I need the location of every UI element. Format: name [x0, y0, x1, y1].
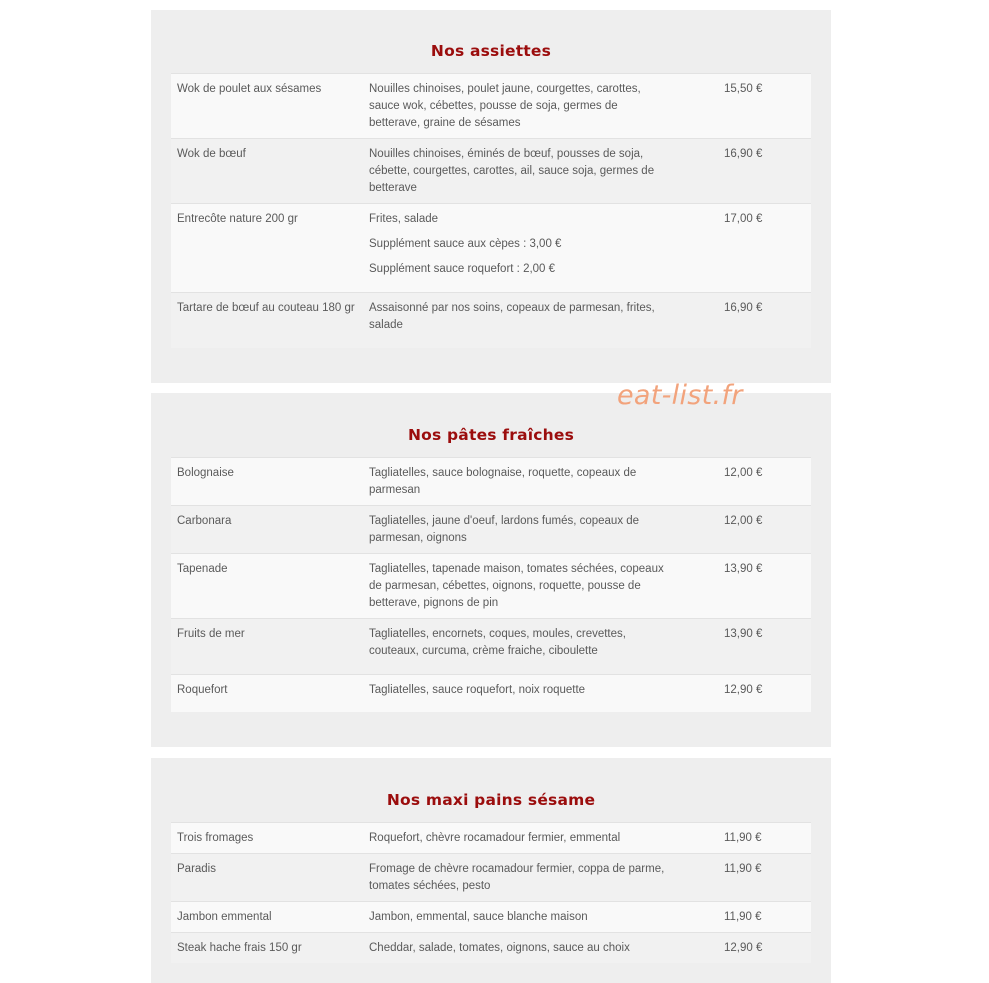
item-description: Tagliatelles, sauce roquefort, noix roquette: [369, 684, 586, 696]
item-price: 12,00 €: [724, 467, 763, 479]
section-title: Nos maxi pains sésame: [386, 791, 596, 809]
item-description: Tagliatelles, tapenade maison, tomates séchées, copeaux de parmesan, cébettes, oignons, roquette, pousse de betterave, pignons de pin: [369, 563, 664, 609]
menu-section-assiettes: [151, 10, 831, 383]
item-name: Entrecôte nature 200 gr: [177, 213, 298, 225]
menu-row: [171, 138, 811, 203]
item-name: Jambon emmental: [177, 911, 272, 923]
menu-row: [171, 674, 811, 712]
menu-row: [171, 618, 811, 674]
item-description: Fromage de chèvre rocamadour fermier, coppa de parme, tomates séchées, pesto: [369, 863, 665, 892]
item-description: Tagliatelles, encornets, coques, moules, crevettes, couteaux, curcuma, crème fraiche, ciboulette: [369, 628, 626, 657]
item-description: Assaisonné par nos soins, copeaux de parmesan, frites, salade: [369, 302, 655, 331]
item-description: Roquefort, chèvre rocamadour fermier, emmental: [369, 832, 621, 844]
section-title: Nos pâtes fraîches: [407, 426, 575, 444]
item-price: 16,90 €: [724, 148, 763, 160]
item-name: Wok de bœuf: [177, 148, 246, 160]
item-description: Nouilles chinoises, éminés de bœuf, pousses de soja, cébette, courgettes, carottes, ail, sauce soja, germes de betterave: [369, 148, 655, 194]
item-price: 15,50 €: [724, 83, 763, 95]
item-description: Tagliatelles, sauce bolognaise, roquette, copeaux de parmesan: [369, 467, 637, 496]
menu-row: [171, 822, 811, 853]
item-name: Carbonara: [177, 515, 232, 527]
item-price: 11,90 €: [724, 832, 762, 844]
item-price: 13,90 €: [724, 628, 763, 640]
item-price: 12,90 €: [724, 684, 763, 696]
menu-table: [171, 822, 811, 963]
item-name: Paradis: [177, 863, 216, 875]
menu-row: [171, 73, 811, 138]
item-name: Wok de poulet aux sésames: [177, 83, 322, 95]
item-price: 11,90 €: [724, 911, 762, 923]
menu-row: [171, 932, 811, 963]
menu-table: [171, 457, 811, 712]
menu-section-pains: [151, 758, 831, 983]
menu-row: [171, 292, 811, 348]
item-name: Tapenade: [177, 563, 228, 575]
menu-row: [171, 505, 811, 553]
menu-row: [171, 553, 811, 618]
item-name: Bolognaise: [177, 467, 234, 479]
item-price: 16,90 €: [724, 302, 763, 314]
menu-row: [171, 901, 811, 932]
item-price: 11,90 €: [724, 863, 762, 875]
menu-row: [171, 457, 811, 505]
menu-section-pates: [151, 393, 831, 747]
item-name: Fruits de mer: [177, 628, 245, 640]
item-price: 12,90 €: [724, 942, 763, 954]
item-description: Nouilles chinoises, poulet jaune, courgettes, carottes, sauce wok, cébettes, pousse de soja, germes de betterave, graine de sésames: [369, 83, 641, 129]
item-name: Trois fromages: [177, 832, 254, 844]
item-name: Tartare de bœuf au couteau 180 gr: [177, 302, 355, 314]
item-name: Steak hache frais 150 gr: [177, 942, 302, 954]
menu-row: [171, 203, 811, 292]
section-title: Nos assiettes: [430, 42, 552, 60]
menu-row: [171, 853, 811, 901]
item-price: 12,00 €: [724, 515, 763, 527]
item-description: Cheddar, salade, tomates, oignons, sauce au choix: [369, 942, 630, 954]
menu-table: [171, 73, 811, 348]
item-description: Jambon, emmental, sauce blanche maison: [369, 911, 588, 923]
item-description: Tagliatelles, jaune d'oeuf, lardons fumés, copeaux de parmesan, oignons: [369, 515, 640, 544]
watermark-text: eat-list.fr: [617, 380, 743, 411]
item-price: 13,90 €: [724, 563, 763, 575]
item-price: 17,00 €: [724, 213, 763, 225]
item-name: Roquefort: [177, 684, 228, 696]
item-description: Frites, salade Supplément sauce aux cèpes : 3,00 € Supplément sauce roquefort : 2,00 €: [369, 213, 562, 275]
